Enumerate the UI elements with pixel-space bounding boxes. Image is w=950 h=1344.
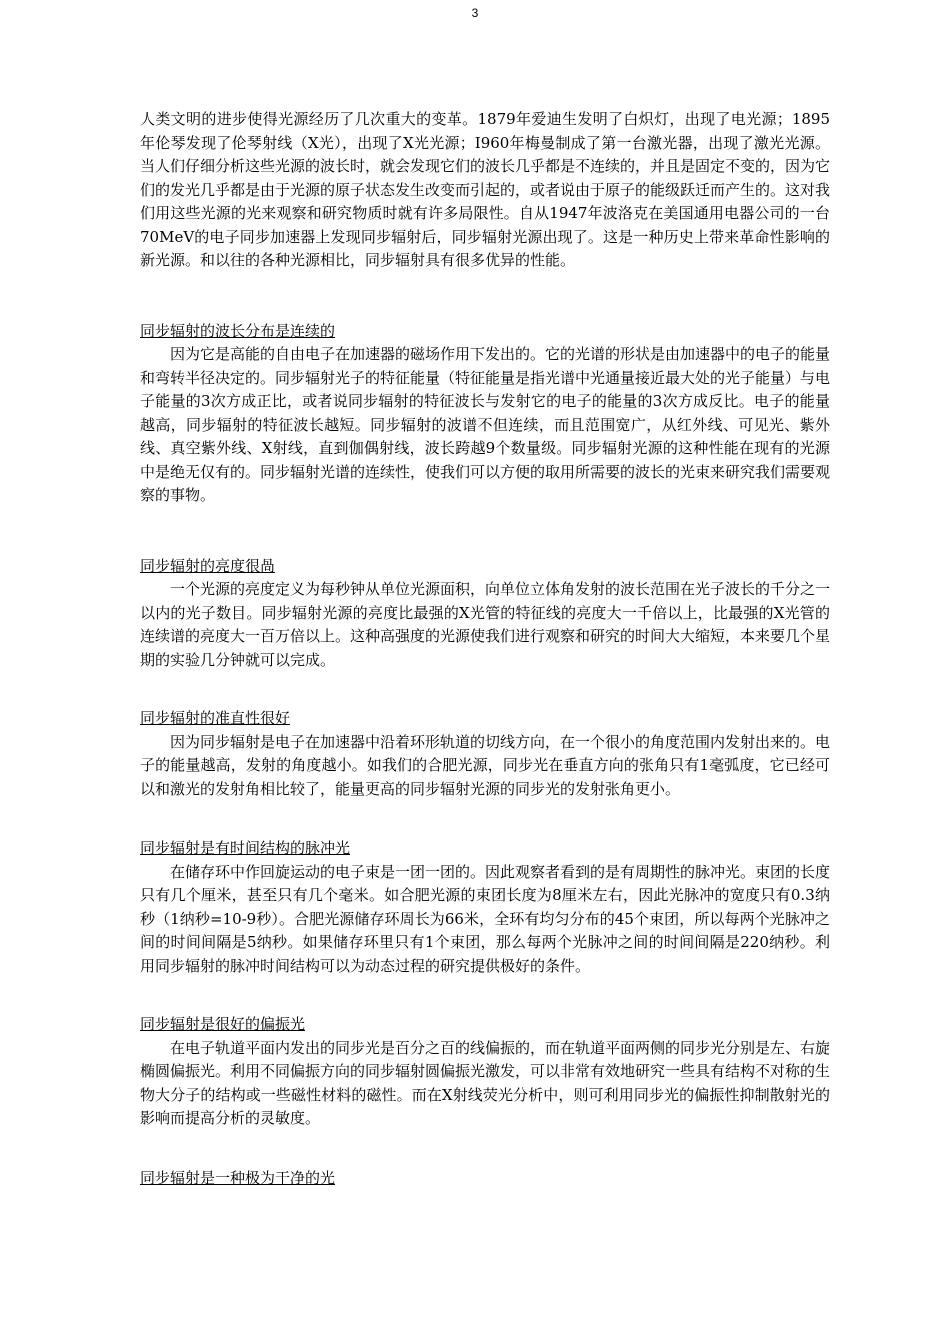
section-body: 在储存环中作回旋运动的电子束是一团一团的。因此观察者看到的是有周期性的脉冲光。束团的长度只有几个厘米，甚至只有几个毫米。如合肥光源的束团长度为8厘米左右，因此光脉冲的宽度只有0.3纳秒（1纳秒=10-9秒）。合肥光源储存环周长为66米，全环有均匀分布的45个束团，所以每两个光脉冲之间的时间间隔是5纳秒。如果储存环里只有1个束团，那么每两个光脉冲之间的时间间隔是220纳秒。利用同步辐射的脉冲时间结构可以为动态过程的研究提供极好的条件。 [140, 862, 831, 975]
intro-paragraph: 人类文明的进步使得光源经历了几次重大的变革。1879年爱迪生发明了白炽灯，出现了电光源；1895年伦琴发现了伦琴射线（X光），出现了X光光源；I960年梅曼制成了第一台激光器，出现了激光光源。当人们仔细分析这些光源的波长时，就会发现它们的波长几乎都是不连续的，并且是固定不变的，因为它们的发光几乎都是由于光源的原子状态发生改变而引起的，或者说由于原子的能级跃迁而产生的。这对我们用这些光源的光来观察和研究物质时就有许多局限性。自从1947年波洛克在美国通用电器公司的一台70MeV的电子同步加速器上发现同步辐射后，同步辐射光源出现了。这是一种历史上带来革命性影响的新光源。和以往的各种光源相比，同步辐射具有很多优异的性能。 [140, 110, 831, 269]
section-clean-light [140, 1167, 830, 1191]
section-heading: 同步辐射的亮度很咼 [140, 556, 276, 575]
section-body: 一个光源的亮度定义为每秒钟从单位光源面积，向单位立体角发射的波长范围在光子波长的千分之一以内的光子数目。同步辐射光源的亮度比最强的X光管的特征线的亮度大一千倍以上，比最强的X光管的连续谱的亮度大一百万倍以上。这种高强度的光源使我们进行观察和研究的时间大大缩短，本来要几个星期的实验几分钟就可以完成。 [140, 580, 831, 669]
section-heading: 同步辐射是有时间结构的脉冲光 [140, 839, 351, 857]
section-heading: 同步辐射的波长分布是连续的 [140, 321, 336, 340]
section-polarization [140, 1013, 830, 1131]
section-body: 因为它是高能的自由电子在加速器的磁场作用下发出的。它的光谱的形状是由加速器中的电子的能量和弯转半径决定的。同步辐射光子的特征能量（特征能量是指光谱中光通量接近最大处的光子能量）与电子能量的3次方成正比，或者说同步辐射的特征波长与发射它的电子的能量的3次方成反比。电子的能量越高，同步辐射的特征波长越短。同步辐射的波谱不但连续，而且范围宽广，从红外线、可见光、紫外线、真空紫外线、X射线，直到伽偶射线，波长跨越9个数量级。同步辐射光源的这种性能在现有的光源中是绝无仅有的。同步辐射光谱的连续性，使我们可以方便的取用所需要的波长的光束来研究我们需要观察的事物。 [140, 345, 831, 504]
section-body: 在电子轨道平面内发出的同步光是百分之百的线偏振的，而在轨道平面两侧的同步光分别是左、右旋椭圆偏振光。利用不同偏振方向的同步辐射圆偏振光激发，可以非常有效地研究一些具有结构不对称的生物大分子的结构或一些磁性材料的磁性。而在X射线荧光分析中，则可利用同步光的偏振性抑制散射光的影响而提高分析的灵敏度。 [140, 1038, 831, 1127]
section-pulse [140, 837, 830, 978]
section-body: 因为同步辐射是电子在加速器中沿着环形轨道的切线方向，在一个很小的角度范围内发射出来的。电子的能量越高，发射的角度越小。如我们的合肥光源，同步光在垂直方向的张角只有1毫弧度，它已经可以和激光的发射角相比较了，能量更高的同步辐射光源的同步光的发射张角更小。 [140, 732, 831, 798]
section-heading: 同步辐射是一种极为干净的光 [140, 1168, 336, 1187]
section-heading: 同步辐射是很好的偏振光 [140, 1015, 306, 1033]
page-number: 3 [471, 6, 479, 20]
document-body [140, 108, 830, 1190]
section-heading: 同步辐射的准直性很好 [140, 709, 291, 727]
section-collimation [140, 707, 830, 801]
section-brightness [140, 555, 830, 673]
section-wavelength [140, 320, 830, 508]
